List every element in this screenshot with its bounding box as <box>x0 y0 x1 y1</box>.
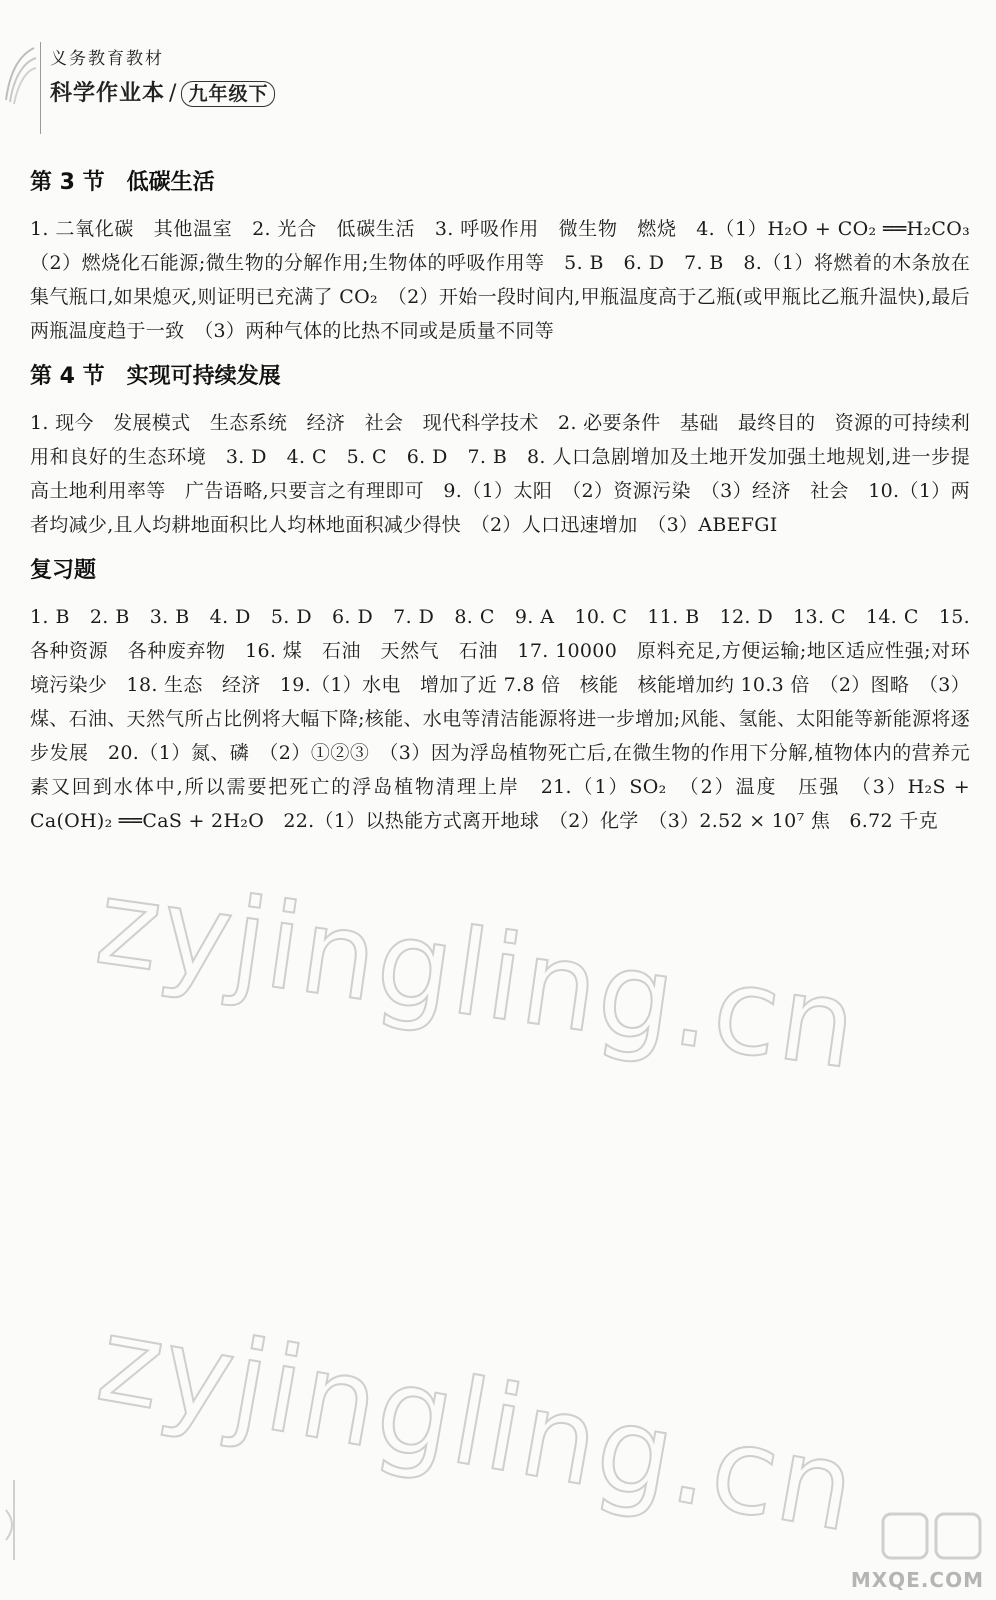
section-heading-3 <box>30 168 970 198</box>
section-answers: 1. 现今 发展模式 生态系统 经济 社会 现代科学技术 2. 必要条件 基础 最终目的 资源的可持续利用和良好的生态环境 3. D 4. C 5. C 6. D 7. B 8. 人口急剧增加及土地开发加强土地规划,进一步提高土地利用率等 广告语略,只要言之有理即可 9.（1）太阳 （2）资源污染 （3）经济 社会 10.（1）两者均减少,且人均耕地面积比人均林地面积减少得快 （2）人口迅速增加 （3）ABEFGI <box>30 412 970 536</box>
header-divider <box>40 42 41 134</box>
corner-ornament-icon <box>2 1480 26 1560</box>
watermark: zyjingling.cn <box>88 1289 867 1559</box>
section-answers: 1. 二氧化碳 其他温室 2. 光合 低碳生活 3. 呼吸作用 微生物 燃烧 4.（1）H₂O + CO₂ ══H₂CO₃ （2）燃烧化石能源;微生物的分解作用;生物体的呼吸作用等 5. B 6. D 7. B 8.（1）将燃着的木条放在集气瓶口,如果熄灭,则证明已充满了 CO₂ （2）开始一段时间内,甲瓶温度高于乙瓶(或甲瓶比乙瓶升温快),最后两瓶温度趋于一致 （3）两种气体的比热不同或是质量不同等 <box>30 218 990 342</box>
watermark-stamp-text: MXQE.COM <box>850 1568 984 1592</box>
section-answers: 1. B 2. B 3. B 4. D 5. D 6. D 7. D 8. C 9. A 10. C 11. B 12. D 13. C 14. C 15. 各种资源 各种废弃物 16. 煤 石油 天然气 石油 17. 10000 原料充足,方便运输;地区适应性强;对环境污染少 18. 生态 经济 19.（1）水电 增加了近 7.8 倍 核能 核能增加约 10.3 倍 （2）图略 （3）煤、石油、天然气所占比例将大幅下降;核能、水电等清洁能源将进一步增加;风能、氢能、太阳能等新能源将逐步发展 20.（1）氮、磷 （2）①②③ （3）因为浮岛植物死亡后,在微生物的作用下分解,植物体内的营养元素又回到水体中,所以需要把死亡的浮岛植物清理上岸 21.（1）SO₂ （2）温度 压强 （3）H₂S + Ca(OH)₂ ══CaS + 2H₂O 22.（1）以热能方式离开地球 （2）化学 （3）2.52 × 10⁷ 焦 6.72 千克 <box>30 606 970 832</box>
grade-badge: 九年级下 <box>181 81 275 107</box>
section-heading-4 <box>30 362 970 392</box>
book-title: 科学作业本 / 九年级下 <box>50 76 275 107</box>
watermark: zyjingling.cn <box>89 852 867 1096</box>
series-label: 义务教育教材 <box>50 49 164 69</box>
section-number: 第 4 节 <box>30 364 105 389</box>
page-header <box>0 0 996 150</box>
section-title: 低碳生活 <box>126 170 215 195</box>
answer-content <box>30 168 990 838</box>
publisher-logo-icon <box>0 30 40 120</box>
section-heading-review <box>30 556 970 586</box>
section-title: 实现可持续发展 <box>126 364 281 389</box>
section-title: 复习题 <box>30 558 97 583</box>
book-title-text: 科学作业本 <box>50 81 166 106</box>
section-number: 第 3 节 <box>30 170 105 195</box>
